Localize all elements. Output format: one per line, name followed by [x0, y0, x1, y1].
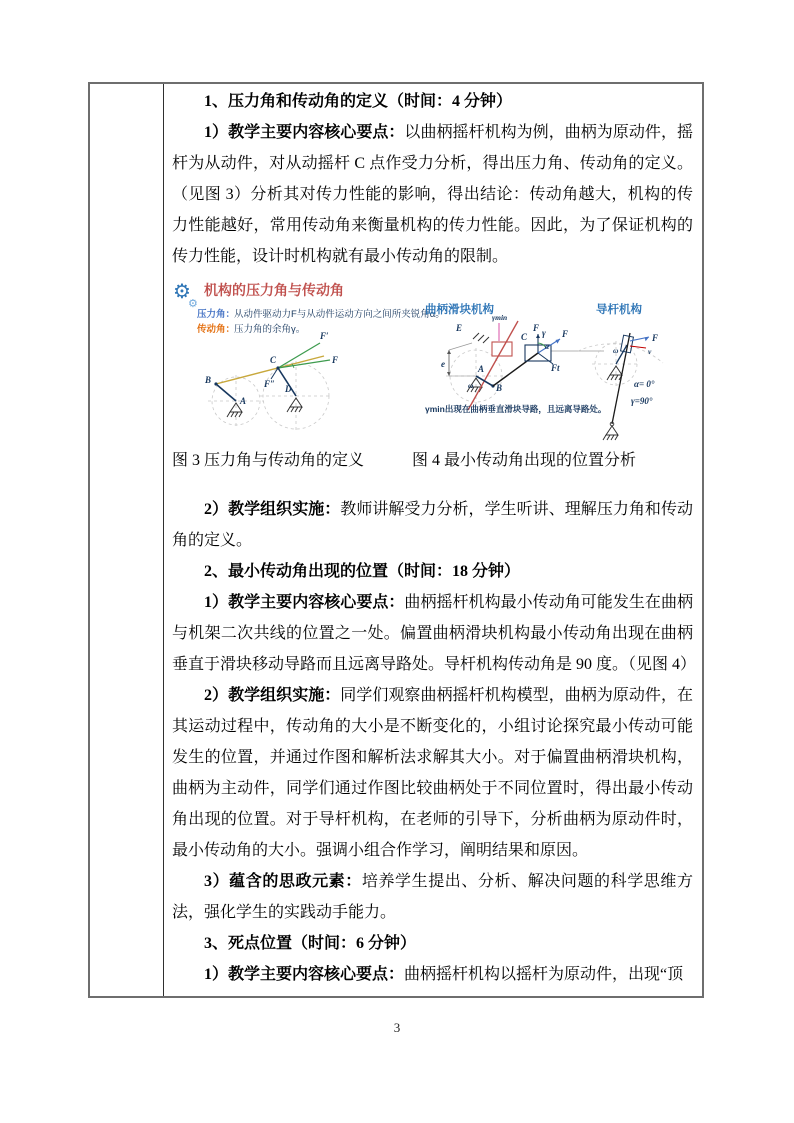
paragraph-1-label: 1）教学主要内容核心要点：: [204, 124, 405, 141]
slider-force-Ft-label: Ft: [551, 363, 560, 373]
paragraph-1-text: 以曲柄摇杆机构为例，曲柄为原动件，摇杆为从动件，对从动摇杆 C 点作受力分析，得出压力角、传动角的定义。（见图 3）分析其对传力性能的影响，得出结论：传动角越大，机构的传力性能越好，常用传动角来衡量机构的传力性能。因此，为了保证机构的传力性能，设计时机构就有最小传动角的限制。: [172, 124, 693, 265]
guide-force-F-label: F: [652, 333, 659, 343]
guide-bar-diagram: [578, 302, 663, 440]
fourbar-linkage-diagram: [204, 331, 338, 431]
paragraph-6: [172, 959, 693, 990]
paragraph-3-label: 1）教学主要内容核心要点：: [204, 594, 405, 611]
slider-point-E-label: E: [456, 323, 463, 333]
slider-omega-label: ω: [468, 381, 474, 390]
fourbar-force-F-label: F: [332, 355, 339, 365]
paragraph-6-label: 1）教学主要内容核心要点：: [204, 966, 405, 983]
page-number: 3: [393, 1020, 401, 1035]
crank-slider-title: 曲柄滑块机构: [425, 304, 494, 316]
table-left-cell: [90, 84, 164, 996]
figure-slide-image: [172, 277, 693, 445]
fourbar-point-A-label: A: [240, 396, 247, 406]
slider-gamma-label: γ: [542, 328, 546, 338]
paragraph-2-label: 2）教学组织实施：: [204, 501, 341, 518]
transmission-angle-definition: 压力角的余角γ。: [234, 324, 306, 335]
paragraph-4-text: 同学们观察曲柄摇杆机构模型，曲柄为原动件，在其运动过程中，传动角的大小是不断变化的，小组讨论探究最小传动可能发生的位置，并通过作图和解析法求解其大小。对于偏置曲柄滑块机构，曲柄为主动件，同学们通过作图比较曲柄处于不同位置时，得出最小传动角出现的位置。对于导杆机构，在老师的引导下，分析曲柄为原动件时，最小传动角的大小。强调小组合作学习，阐明结果和原因。: [172, 687, 693, 859]
slider-force-F2-label: F: [562, 329, 569, 339]
transmission-angle-label: 传动角：: [197, 324, 236, 335]
slide-title: 机构的压力角与传动角: [204, 282, 344, 298]
paragraph-2: [172, 494, 693, 556]
gear-small-icon: ⚙: [188, 298, 198, 310]
guide-velocity-label: v: [648, 347, 652, 356]
slide-header: [173, 281, 445, 335]
fourbar-point-C-label: C: [270, 355, 277, 365]
fourbar-force-Fdprime-label: F″: [264, 379, 275, 389]
slider-point-A-label: A: [478, 364, 485, 374]
paragraph-3-text: 曲柄摇杆机构最小传动角可能发生在曲柄与机架二次共线的位置之一处。偏置曲柄滑块机构最小传动角出现在曲柄垂直于滑块移动导路而且远离导路处。导杆机构传动角是 90 度。（见图 4）: [172, 594, 697, 673]
offset-e-label: e: [441, 359, 445, 369]
pressure-angle-label: 压力角：: [197, 309, 236, 320]
gamma-min-label: γmin: [492, 313, 508, 322]
paragraph-5-text: 培养学生提出、分析、解决问题的科学思维方法，强化学生的实践动手能力。: [172, 873, 693, 921]
pressure-angle-definition: 从动件驱动力F与从动件运动方向之间所夹锐角α。: [234, 309, 445, 320]
lesson-plan-table: [88, 82, 704, 998]
guide-alpha-eq-label: α= 0°: [634, 379, 655, 389]
paragraph-2-text: 教师讲解受力分析，学生听讲、理解压力角和传动角的定义。: [172, 501, 693, 549]
gear-icon: ⚙: [173, 281, 191, 303]
paragraph-3: [172, 587, 697, 680]
paragraph-1: [172, 117, 693, 272]
paragraph-6-text: 曲柄摇杆机构以摇杆为原动件，出现“顶: [404, 966, 684, 983]
gamma-min-note: γmin出现在曲柄垂直滑块导路，且远离导路处。: [425, 404, 607, 414]
slider-alpha-label: α: [545, 342, 550, 351]
section-heading-2: 2、最小传动角出现的位置（时间：18 分钟）: [204, 563, 521, 580]
figure-3-caption: 图 3 压力角与传动角的定义: [172, 452, 365, 469]
paragraph-5: [172, 866, 693, 928]
paragraph-4-label: 2）教学组织实施：: [204, 687, 341, 704]
paragraph-4: [172, 680, 693, 866]
figure-captions-row: [172, 445, 693, 476]
fourbar-point-D-label: D: [285, 384, 292, 394]
fourbar-point-B-label: B: [205, 375, 212, 385]
guide-bar-title: 导杆机构: [596, 304, 642, 316]
slider-point-C-label: C: [521, 332, 528, 342]
paragraph-5-label: 3）蕴含的思政元素：: [204, 873, 362, 890]
section-heading-1: 1、压力角和传动角的定义（时间：4 分钟）: [204, 93, 513, 110]
fourbar-force-Fprime-label: F′: [320, 331, 329, 341]
table-content-cell: [164, 84, 702, 996]
guide-omega-label: ω: [613, 346, 619, 355]
section-heading-3: 3、死点位置（时间：6 分钟）: [204, 935, 417, 952]
slider-force-F-label: F: [533, 323, 540, 333]
crank-slider-diagram: [425, 302, 606, 415]
guide-gamma-eq-label: γ=90°: [631, 396, 653, 406]
figure-4-caption: 图 4 最小传动角出现的位置分析: [412, 452, 637, 469]
slider-point-B-label: B: [496, 383, 503, 393]
